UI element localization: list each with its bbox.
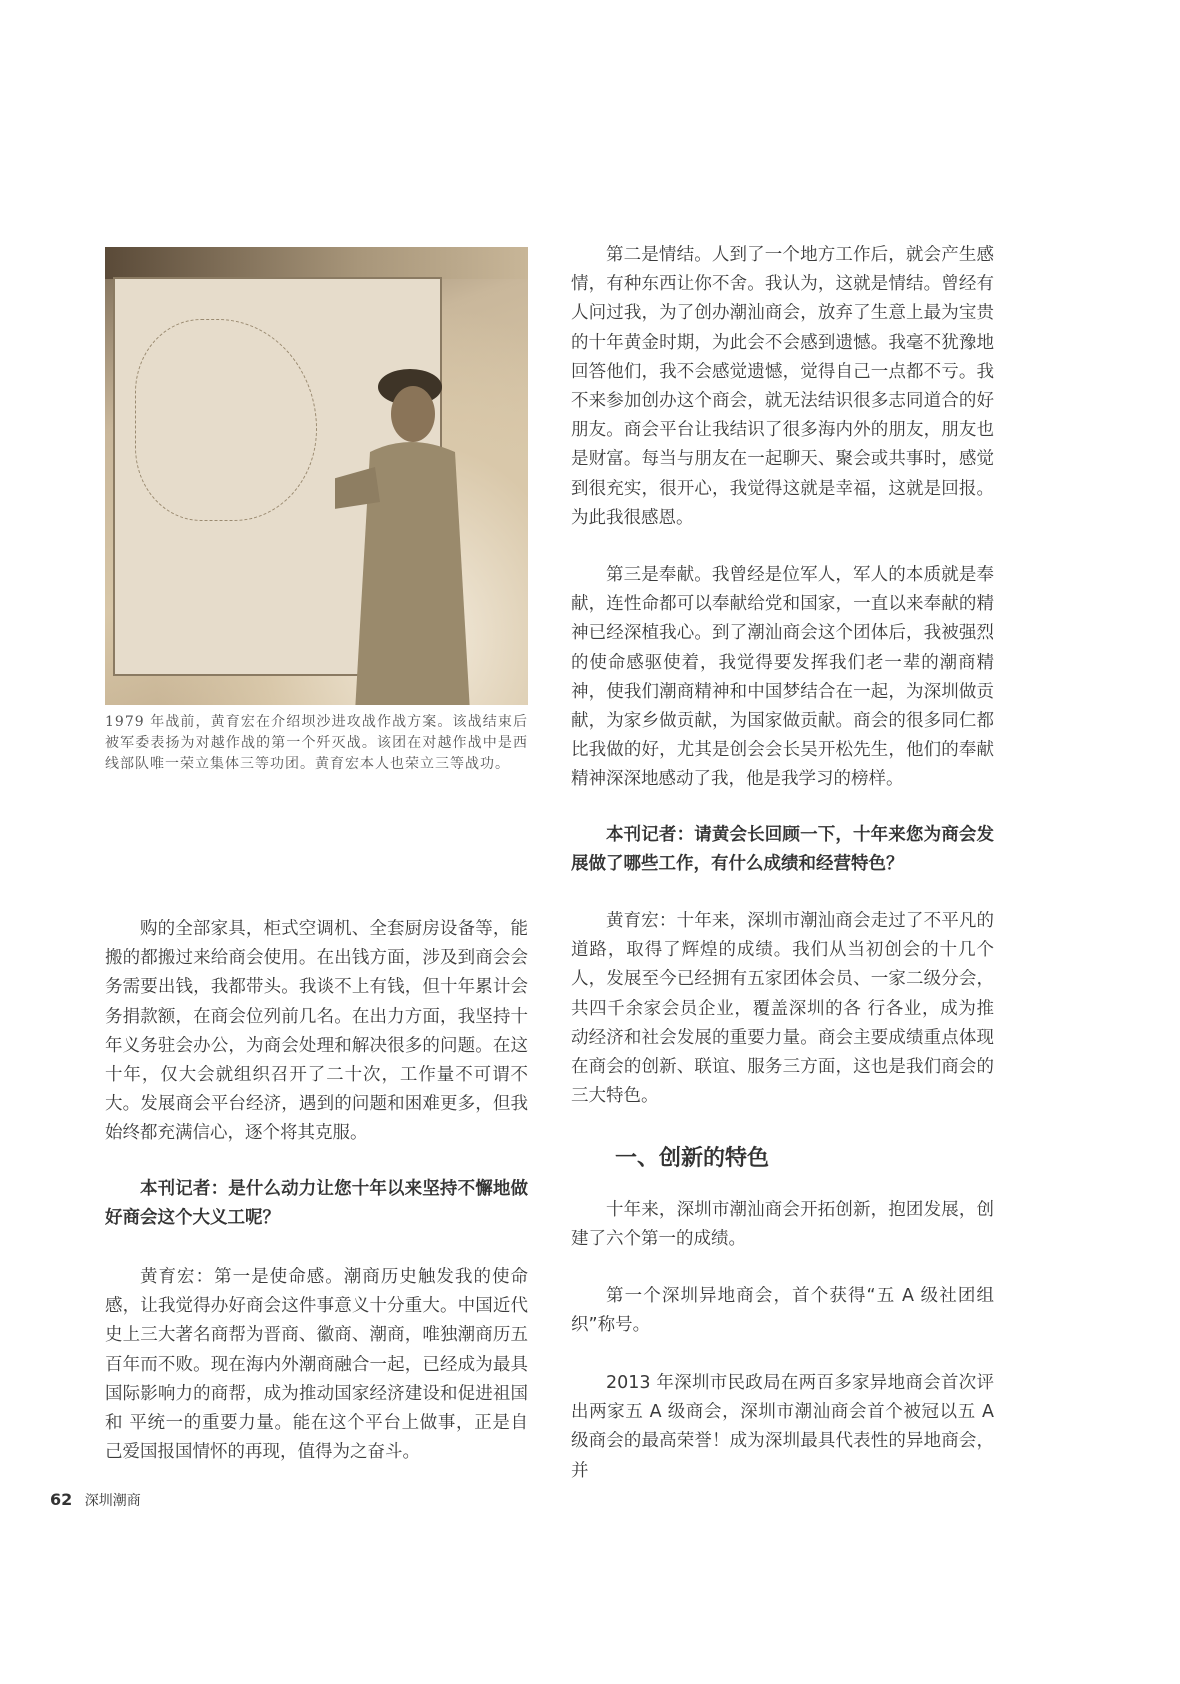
right-paragraph-6: 第一个深圳异地商会，首个获得“五 A 级社团组织”称号。 bbox=[571, 1286, 994, 1336]
reporter-question-2: 本刊记者：请黄会长回顾一下，十年来您为商会发展做了哪些工作，有什么成绩和经营特色？ bbox=[571, 825, 994, 875]
photo-caption: 1979 年战前，黄育宏在介绍坝沙进攻战作战方案。该战结束后被军委表扬为对越作战的第一个歼灭战。该团在对越作战中是西线部队唯一荣立集体三等功团。黄育宏本人也荣立三等战功。 bbox=[105, 714, 528, 772]
magazine-name: 深圳潮商 bbox=[84, 1493, 141, 1509]
photo-officer-figure bbox=[335, 352, 475, 705]
photo-map-title-banner bbox=[105, 247, 528, 279]
page-number: 62 bbox=[50, 1490, 73, 1509]
page-footer bbox=[50, 1490, 141, 1510]
left-paragraph-1: 购的全部家具，柜式空调机、全套厨房设备等，能搬的都搬过来给商会使用。在出钱方面，涉及到商会会务需要出钱，我都带头。我谈不上有钱，但十年累计会务捐款额，在商会位列前几名。在出力方面，我坚持十年义务驻会办公，为商会处理和解决很多的问题。在这十年，仅大会就组织召开了二十次，工作量不可谓不大。发展商会平台经济，遇到的问题和困难更多，但我始终都充满信心，逐个将其克服。 bbox=[105, 919, 528, 1144]
left-paragraph-answer: 黄育宏：第一是使命感。潮商历史触发我的使命感，让我觉得办好商会这件事意义十分重大。中国近代史上三大著名商帮为晋商、徽商、潮商，唯独潮商历五百年而不败。现在海内外潮商融合一起，已经成为最具国际影响力的商帮，成为推动国家经济建设和促进祖国和 平统一的重要力量。能在这个平台上做事，正是自己爱国报国情怀的再现，值得为之奋斗。 bbox=[105, 1267, 528, 1463]
section-heading: 一、创新的特色 bbox=[615, 1146, 770, 1171]
historical-photo bbox=[105, 247, 528, 705]
right-paragraph-answer: 黄育宏：十年来，深圳市潮汕商会走过了不平凡的道路，取得了辉煌的成绩。我们从当初创会的十几个人，发展至今已经拥有五家团体会员、一家二级分会，共四千余家会员企业，覆盖深圳的各 行各业，成为推动经济和社会发展的重要力量。商会主要成绩重点体现在商会的创新、联谊、服务三方面，这也是我们商会的三大特色。 bbox=[571, 911, 994, 1107]
reporter-question-1: 本刊记者：是什么动力让您十年以来坚持不懈地做好商会这个大义工呢？ bbox=[105, 1179, 528, 1229]
right-paragraph-1: 第二是情结。人到了一个地方工作后，就会产生感情，有种东西让你不舍。我认为，这就是情结。曾经有人问过我，为了创办潮汕商会，放弃了生意上最为宝贵的十年黄金时期，为此会不会感到遗憾。我毫不犹豫地回答他们，我不会感觉遗憾，觉得自己一点都不亏。我不来参加创办这个商会，就无法结识很多志同道合的好朋友。商会平台让我结识了很多海内外的朋友，朋友也是财富。每当与朋友在一起聊天、聚会或共事时，感觉到很充实，很开心，我觉得这就是幸福，这就是回报。为此我很感恩。 bbox=[571, 245, 994, 528]
right-paragraph-7: 2013 年深圳市民政局在两百多家异地商会首次评出两家五 A 级商会，深圳市潮汕商会首个被冠以五 A 级商会的最高荣誉！成为深圳最具代表性的异地商会，并 bbox=[571, 1373, 994, 1481]
right-paragraph-5: 十年来，深圳市潮汕商会开拓创新，抱团发展，创建了六个第一的成绩。 bbox=[571, 1200, 994, 1250]
right-paragraph-2: 第三是奉献。我曾经是位军人，军人的本质就是奉献，连性命都可以奉献给党和国家，一直以来奉献的精神已经深植我心。到了潮汕商会这个团体后，我被强烈的使命感驱使着，我觉得要发挥我们老一辈的潮商精神，使我们潮商精神和中国梦结合在一起，为深圳做贡献，为家乡做贡献，为国家做贡献。商会的很多同仁都比我做的好，尤其是创会会长吴开松先生，他们的奉献精神深深地感动了我，他是我学习的榜样。 bbox=[571, 565, 994, 790]
